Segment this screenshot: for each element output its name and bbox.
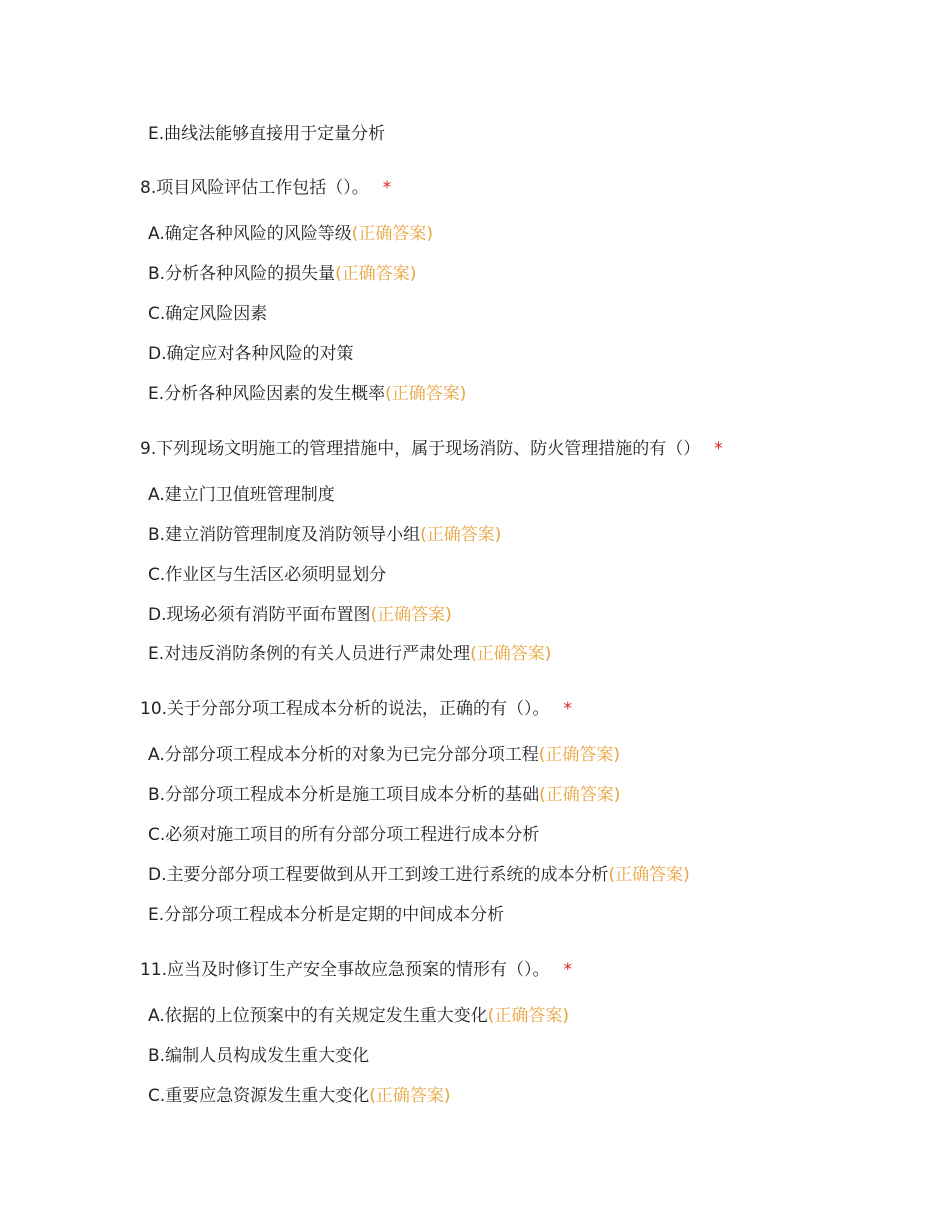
option-text: C.作业区与生活区必须明显划分 (148, 565, 387, 585)
required-mark: * (563, 960, 573, 980)
q8-option-c (148, 303, 267, 325)
question-8-title (140, 177, 391, 199)
option-text: E.曲线法能够直接用于定量分析 (148, 124, 386, 144)
correct-answer-tag: (正确答案) (470, 644, 552, 664)
question-text: 11.应当及时修订生产安全事故应急预案的情形有（）。 (140, 960, 550, 980)
correct-answer-tag: (正确答案) (351, 224, 433, 244)
required-mark: * (382, 178, 392, 198)
option-text: B.建立消防管理制度及消防领导小组 (148, 525, 421, 545)
option-text: D.主要分部分项工程要做到从开工到竣工进行系统的成本分析 (148, 865, 609, 885)
question-text: 9.下列现场文明施工的管理措施中，属于现场消防、防火管理措施的有（） (140, 439, 701, 459)
option-text: C.必须对施工项目的所有分部分项工程进行成本分析 (148, 825, 540, 845)
q9-option-c (148, 564, 386, 586)
option-text: D.确定应对各种风险的对策 (148, 344, 354, 364)
option-text: B.分部分项工程成本分析是施工项目成本分析的基础 (148, 785, 540, 805)
option-text: A.分部分项工程成本分析的对象为已完分部分项工程 (148, 745, 539, 765)
required-mark: * (563, 699, 573, 719)
q9-option-d (148, 604, 452, 626)
option-text: D.现场必须有消防平面布置图 (148, 605, 371, 625)
correct-answer-tag: (正确答案) (539, 785, 621, 805)
correct-answer-tag: (正确答案) (385, 384, 467, 404)
required-mark: * (714, 439, 723, 459)
correct-answer-tag: (正确答案) (369, 1086, 451, 1106)
option-text: E.分析各种风险因素的发生概率 (148, 384, 386, 404)
option-text: A.确定各种风险的风险等级 (148, 224, 352, 244)
option-e-prev (148, 123, 385, 145)
q11-option-a (148, 1005, 569, 1027)
question-text: 8.项目风险评估工作包括（）。 (140, 178, 369, 198)
question-9-title (140, 438, 723, 460)
q10-option-d (148, 864, 690, 886)
correct-answer-tag: (正确答案) (538, 745, 620, 765)
q10-option-e (148, 904, 504, 926)
correct-answer-tag: (正确答案) (420, 525, 502, 545)
option-text: C.重要应急资源发生重大变化 (148, 1086, 370, 1106)
correct-answer-tag: (正确答案) (335, 264, 417, 284)
question-text: 10.关于分部分项工程成本分析的说法，正确的有（）。 (140, 699, 550, 719)
q10-option-b (148, 784, 620, 806)
question-11-title (140, 959, 572, 981)
option-text: B.分析各种风险的损失量 (148, 264, 336, 284)
q8-option-a (148, 223, 433, 245)
q8-option-b (148, 263, 416, 285)
q9-option-a (148, 484, 335, 506)
q10-option-a (148, 744, 620, 766)
q9-option-b (148, 524, 501, 546)
option-text: C.确定风险因素 (148, 304, 268, 324)
q8-option-d (148, 343, 354, 365)
q9-option-e (148, 643, 551, 665)
q8-option-e (148, 383, 466, 405)
q11-option-c (148, 1085, 451, 1107)
option-text: E.对违反消防条例的有关人员进行严肃处理 (148, 644, 471, 664)
q11-option-b (148, 1045, 369, 1067)
correct-answer-tag: (正确答案) (608, 865, 690, 885)
option-text: E.分部分项工程成本分析是定期的中间成本分析 (148, 905, 505, 925)
option-text: A.建立门卫值班管理制度 (148, 485, 335, 505)
correct-answer-tag: (正确答案) (370, 605, 452, 625)
q10-option-c (148, 824, 539, 846)
option-text: B.编制人员构成发生重大变化 (148, 1046, 370, 1066)
option-text: A.依据的上位预案中的有关规定发生重大变化 (148, 1006, 488, 1026)
question-10-title (140, 698, 572, 720)
correct-answer-tag: (正确答案) (487, 1006, 569, 1026)
